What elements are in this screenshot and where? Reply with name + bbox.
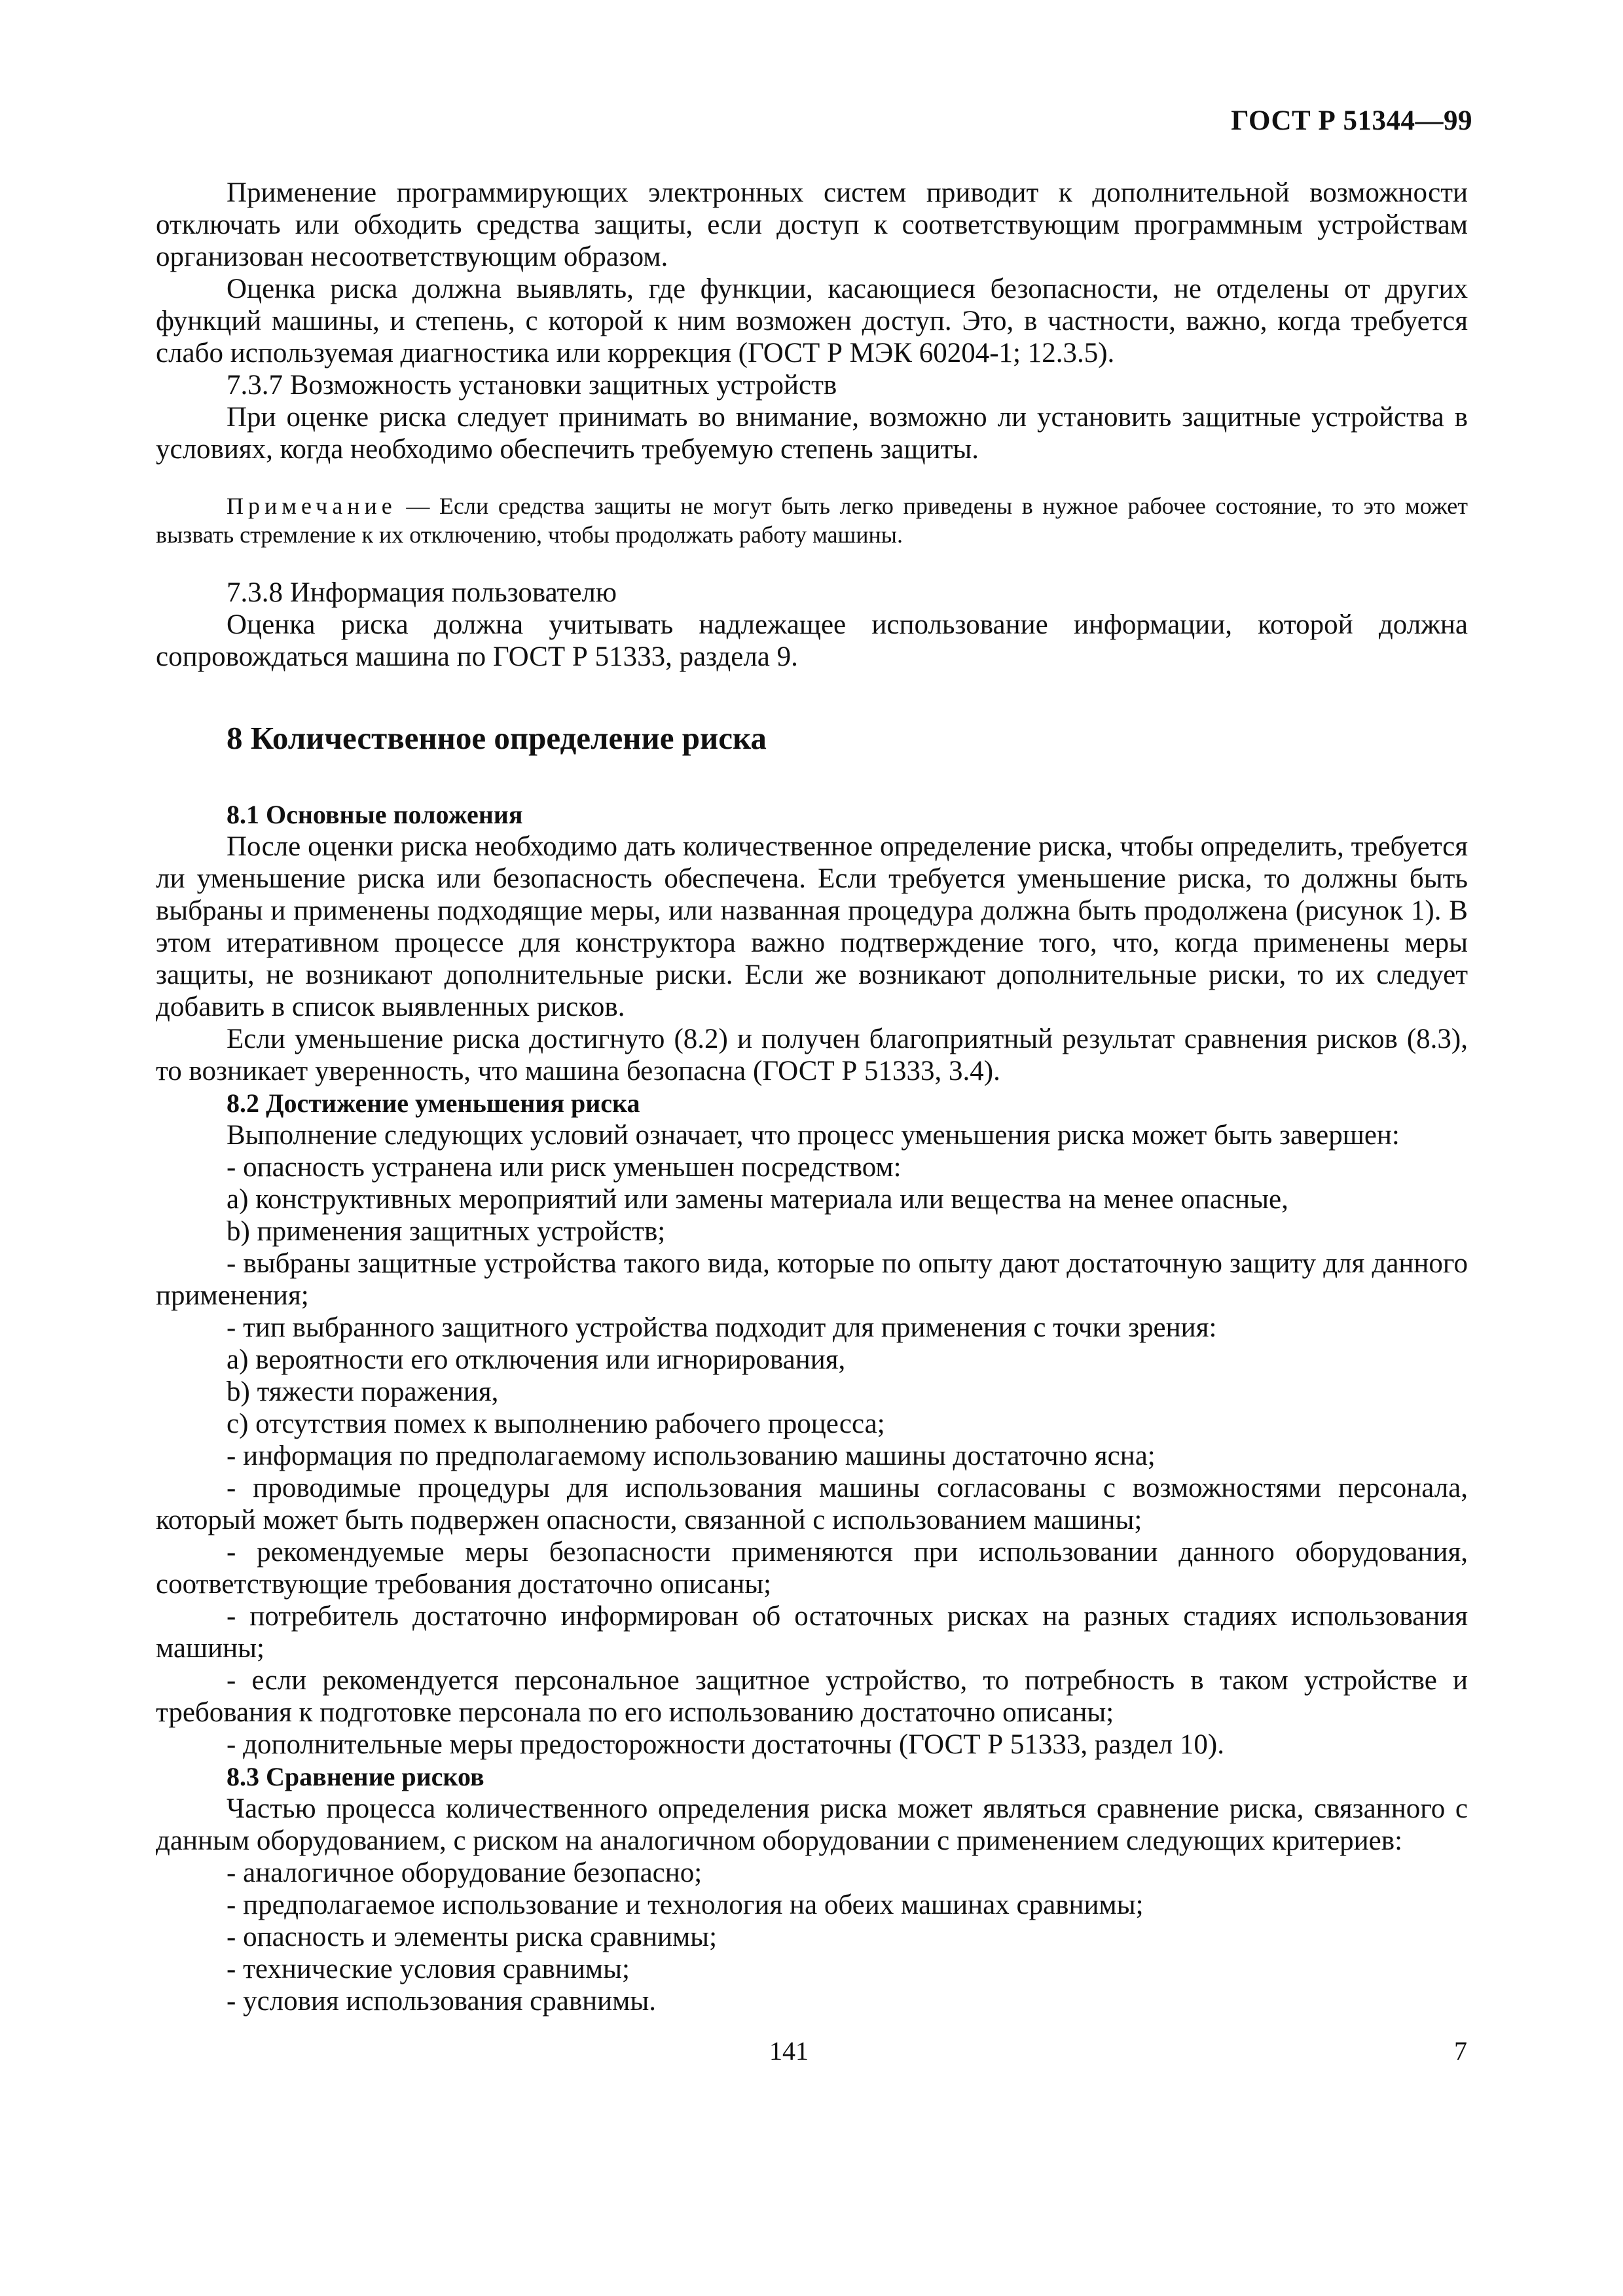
document-code-header: ГОСТ Р 51344—99 bbox=[1231, 105, 1472, 136]
section-8-1-paragraph-2: Если уменьшение риска достигнуто (8.2) и получен благоприятный результат сравнения рисков (8.3), то возникает уверенность, что машина безопасна (ГОСТ Р 51333, 3.4). bbox=[156, 1024, 1468, 1086]
section-8-2-intro: Выполнение следующих условий означает, что процесс уменьшения риска может быть завершен: bbox=[227, 1120, 1400, 1151]
list-item: - если рекомендуется персональное защитное устройство, то потребность в таком устройстве и требования к подготовке персонала по его использованию достаточно описаны; bbox=[156, 1665, 1468, 1728]
paragraph-programming-systems: Применение программирующих электронных систем приводит к дополнительной возможности отключать или обходить средства защиты, если доступ к соответствующим программным устройствам организован несоответствующим образом. bbox=[156, 177, 1468, 272]
paragraph-safety-functions: Оценка риска должна выявлять, где функции, касающиеся безопасности, не отделены от других функций машины, и степень, с которой к ним возможен доступ. Это, в частности, важно, когда требуется слабо используемая диагностика или коррекция (ГОСТ Р МЭК 60204-1; 12.3.5). bbox=[156, 274, 1468, 368]
list-item: - технические условия сравнимы; bbox=[227, 1954, 630, 1984]
list-item: - опасность устранена или риск уменьшен посредством: bbox=[227, 1152, 902, 1183]
subsection-7-3-8-text: Оценка риска должна учитывать надлежащее использование информации, которой должна сопровождаться машина по ГОСТ Р 51333, раздела 9. bbox=[156, 609, 1468, 672]
list-item: - выбраны защитные устройства такого вида, которые по опыту дают достаточную защиту для данного применения; bbox=[156, 1248, 1468, 1311]
note-block bbox=[156, 492, 1468, 549]
section-8-1-paragraph-1: После оценки риска необходимо дать количественное определение риска, чтобы определить, требуется ли уменьшение риска или безопасность обеспечена. Если требуется уменьшение риска, то должны быть выбраны и применены подходящие меры, или названная процедура должна быть продолжена (рисунок 1). В этом итеративном процессе для конструктора важно подтверждение того, что, когда применены меры защиты, не возникают дополнительные риски. Если же возникают дополнительные риски, то их следует добавить в список выявленных рисков. bbox=[156, 831, 1468, 1022]
list-item: - предполагаемое использование и технология на обеих машинах сравнимы; bbox=[227, 1890, 1144, 1920]
list-item: - информация по предполагаемому использованию машины достаточно ясна; bbox=[227, 1441, 1156, 1471]
list-subitem: b) тяжести поражения, bbox=[227, 1376, 499, 1407]
page-number-center: 141 bbox=[769, 2036, 809, 2066]
list-item: - рекомендуемые меры безопасности применяются при использовании данного оборудования, соответствующие требования достаточно описаны; bbox=[156, 1537, 1468, 1600]
note-paragraph bbox=[156, 492, 1468, 549]
list-item: - опасность и элементы риска сравнимы; bbox=[227, 1922, 718, 1952]
list-subitem: b) применения защитных устройств; bbox=[227, 1216, 666, 1247]
subsection-7-3-7-text: При оценке риска следует принимать во внимание, возможно ли установить защитные устройства в условиях, когда необходимо обеспечить требуемую степень защиты. bbox=[156, 402, 1468, 465]
section-8-heading: 8 Количественное определение риска bbox=[227, 720, 767, 756]
list-item: - потребитель достаточно информирован об остаточных рисках на разных стадиях использования машины; bbox=[156, 1601, 1468, 1664]
list-subitem: с) отсутствия помех к выполнению рабочего процесса; bbox=[227, 1408, 885, 1439]
note-text: — Если средства защиты не могут быть легко приведены в нужное рабочее состояние, то это может вызвать стремление к их отключению, чтобы продолжать работу машины. bbox=[156, 493, 1468, 548]
list-item: - аналогичное оборудование безопасно; bbox=[227, 1857, 702, 1888]
section-8-2-heading: 8.2 Достижение уменьшения риска bbox=[227, 1088, 640, 1118]
section-8-3-heading: 8.3 Сравнение рисков bbox=[227, 1762, 484, 1791]
list-item: - дополнительные меры предосторожности достаточны (ГОСТ Р 51333, раздел 10). bbox=[227, 1729, 1224, 1760]
list-item: - условия использования сравнимы. bbox=[227, 1986, 657, 2017]
subsection-7-3-8-title: 7.3.8 Информация пользователю bbox=[227, 577, 617, 608]
list-item: - проводимые процедуры для использования машины согласованы с возможностями персонала, который может быть подвержен опасности, связанной с использованием машины; bbox=[156, 1473, 1468, 1535]
section-8-3-intro: Частью процесса количественного определения риска может являться сравнение риска, связанного с данным оборудованием, с риском на аналогичном оборудовании с применением следующих критериев: bbox=[156, 1793, 1468, 1856]
note-label: Примечание bbox=[227, 493, 397, 519]
list-subitem: а) вероятности его отключения или игнорирования, bbox=[227, 1344, 846, 1375]
page-number-right: 7 bbox=[1454, 2036, 1467, 2066]
page-body bbox=[156, 177, 1468, 2017]
list-item: - тип выбранного защитного устройства подходит для применения с точки зрения: bbox=[227, 1312, 1217, 1343]
list-subitem: а) конструктивных мероприятий или замены материала или вещества на менее опасные, bbox=[227, 1184, 1288, 1215]
section-8-1-heading: 8.1 Основные положения bbox=[227, 800, 523, 829]
subsection-7-3-7-title: 7.3.7 Возможность установки защитных устройств bbox=[227, 370, 837, 401]
